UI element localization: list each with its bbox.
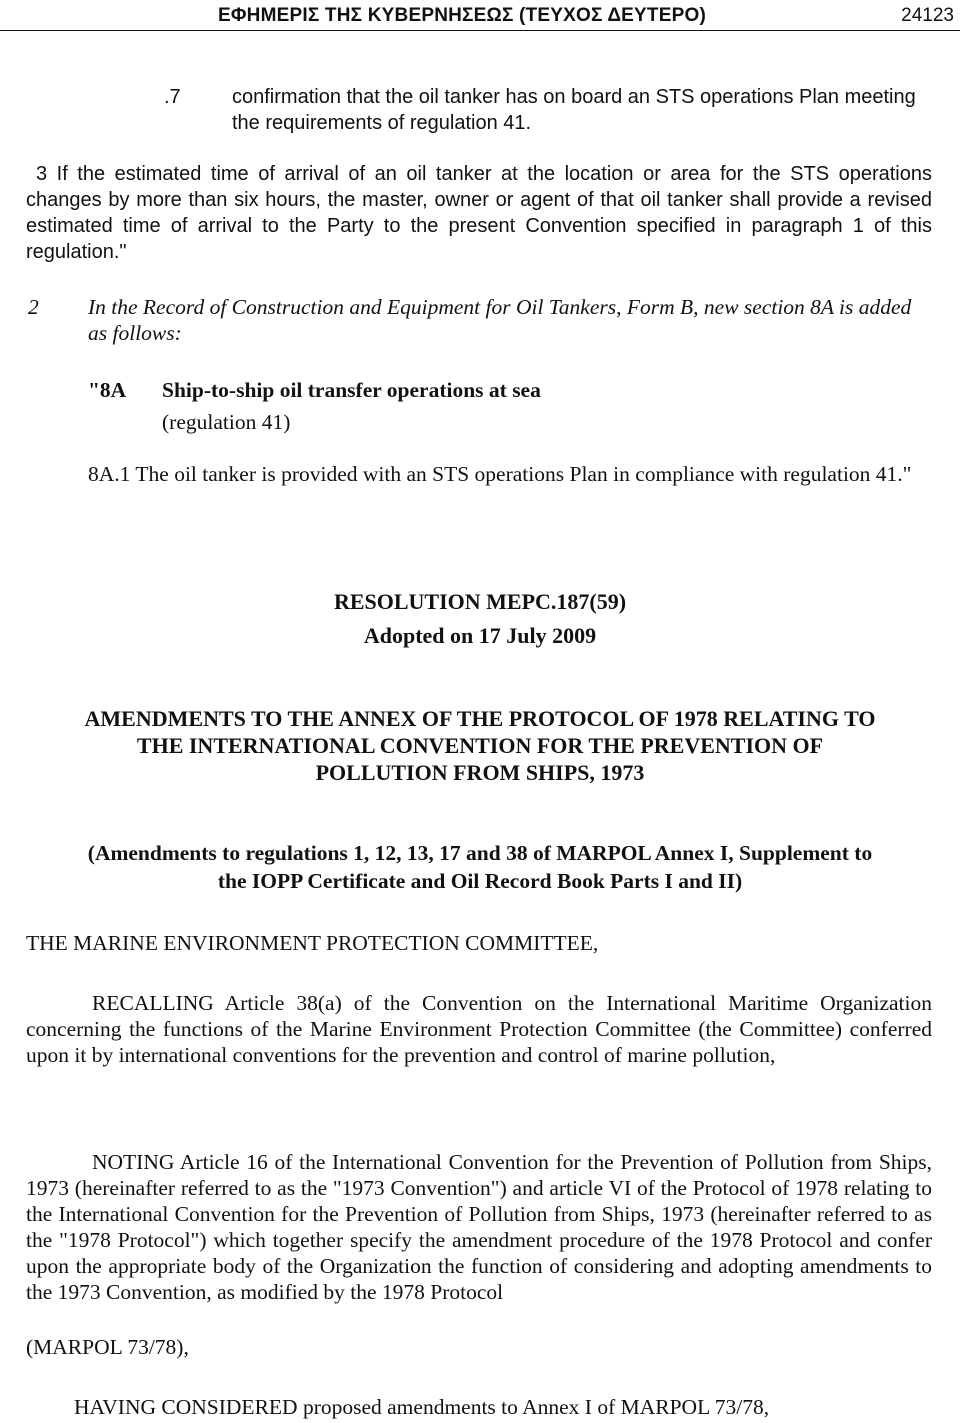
section-8a-reference: (regulation 41) — [162, 410, 291, 434]
resolution-heading-line-1: AMENDMENTS TO THE ANNEX OF THE PROTOCOL OF 1978 RELATING TO — [84, 706, 876, 731]
paragraph-2-text: In the Record of Construction and Equipment for Oil Tankers, Form B, new section 8A is added as follows: — [88, 295, 912, 345]
item-7-number: .7 — [164, 86, 181, 108]
committee-line: THE MARINE ENVIRONMENT PROTECTION COMMITTEE, — [26, 931, 599, 955]
recalling-paragraph: RECALLING Article 38(a) of the Convention on the International Maritime Organization concerning the functions of the Marine Environment Protection Committee (the Committee) conferred upon it by international conventions for the prevention and control of marine pollution, — [26, 991, 932, 1067]
resolution-heading-line-2: THE INTERNATIONAL CONVENTION FOR THE PREVENTION OF — [136, 733, 824, 758]
paragraph-3: 3 If the estimated time of arrival of an oil tanker at the location or area for the STS operations changes by more than six hours, the master, owner or agent of that oil tanker shall provide a revised estimated time of arrival to the Party to the present Convention specified in paragraph 1 of this regulation." — [26, 163, 932, 263]
resolution-subheading-line-2: the IOPP Certificate and Oil Record Book Parts I and II) — [217, 869, 743, 893]
section-8a-number: "8A — [88, 378, 127, 402]
noting-paragraph-end: (MARPOL 73/78), — [26, 1335, 189, 1359]
page-header — [0, 0, 960, 32]
gazette-title: ΕΦΗΜΕΡΙΣ ΤΗΣ ΚΥΒΕΡΝΗΣΕΩΣ (ΤΕΥΧΟΣ ΔΕΥΤΕΡΟ) — [218, 5, 706, 26]
resolution-heading-line-3: POLLUTION FROM SHIPS, 1973 — [315, 760, 645, 785]
paragraph-2-number: 2 — [28, 295, 39, 319]
section-8a-heading: Ship-to-ship oil transfer operations at sea — [162, 378, 541, 402]
resolution-subheading-line-1: (Amendments to regulations 1, 12, 13, 17 and 38 of MARPOL Annex I, Supplement to — [87, 841, 873, 865]
noting-paragraph: NOTING Article 16 of the International Convention for the Prevention of Pollution from Ships, 1973 (hereinafter referred to as the "1973 Convention") and article VI of the Protocol of 1978 relating to the International Convention for the Prevention of Pollution from Ships, 1973 (hereinafter referred to as the "1978 Protocol") which together specify the amendment procedure of the 1978 Protocol and confer upon the appropriate body of the Organization the function of considering and adopting amendments to the 1973 Convention, as modified by the 1978 Protocol — [26, 1150, 932, 1304]
having-considered-paragraph: HAVING CONSIDERED proposed amendments to Annex I of MARPOL 73/78, — [74, 1395, 770, 1419]
page-number: 24123 — [901, 5, 954, 26]
item-7-text: confirmation that the oil tanker has on board an STS operations Plan meeting the requirements of regulation 41. — [232, 86, 916, 134]
header-rule — [0, 30, 960, 31]
section-8a-item: 8A.1 The oil tanker is provided with an STS operations Plan in compliance with regulation 41." — [88, 462, 912, 486]
resolution-title: RESOLUTION MEPC.187(59) — [333, 589, 627, 614]
resolution-adopted-date: Adopted on 17 July 2009 — [363, 623, 597, 648]
